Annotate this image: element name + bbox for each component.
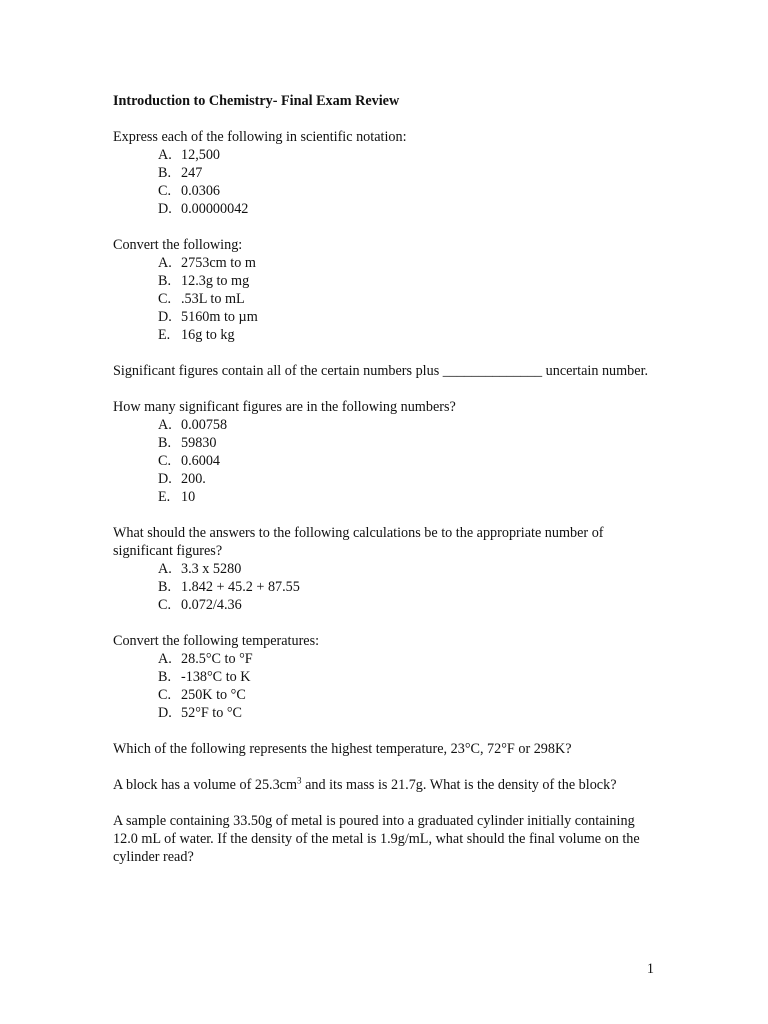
document-content — [113, 92, 653, 866]
list-item: D. 52°F to °C — [158, 705, 243, 721]
list-item: E. 16g to kg — [158, 327, 235, 343]
options-convert-temperatures — [113, 650, 653, 722]
document-title: Introduction to Chemistry- Final Exam Review — [113, 93, 400, 109]
question-highest-temperature: Which of the following represents the highest temperature, 23°C, 72°F or 298K? — [113, 741, 572, 757]
question-convert-units: Convert the following: — [113, 237, 243, 253]
list-item: B. 12.3g to mg — [158, 273, 250, 289]
question-calculations-significant-figures: What should the answers to the following calculations be to the appropriate number of significant figures? — [113, 525, 604, 559]
list-item: A. 28.5°C to °F — [158, 651, 253, 667]
question-convert-temperatures: Convert the following temperatures: — [113, 633, 320, 649]
options-calculations — [113, 560, 653, 614]
list-item: C. 250K to °C — [158, 687, 246, 703]
list-item: A. 0.00758 — [158, 417, 228, 433]
list-item: B. 59830 — [158, 435, 217, 451]
list-item: A. 2753cm to m — [158, 255, 256, 271]
list-item: C. 0.072/4.36 — [158, 597, 242, 613]
list-item: C. 0.6004 — [158, 453, 221, 469]
list-item: B. -138°C to K — [158, 669, 251, 685]
question-block-density: A block has a volume of $25.3cm^3$ and its mass is 21.7g. What is the density of the block? — [113, 775, 617, 793]
options-count-significant-figures — [113, 416, 653, 506]
question-count-significant-figures: How many significant figures are in the following numbers? — [113, 399, 456, 415]
options-scientific-notation — [113, 146, 653, 218]
list-item: B. 247 — [158, 165, 203, 181]
list-item: D. 200. — [158, 471, 206, 487]
list-item: D. 5160m to µm — [158, 309, 258, 325]
list-item: D. 0.00000042 — [158, 201, 249, 217]
question-scientific-notation: Express each of the following in scientific notation: — [113, 129, 407, 145]
list-item: B. 1.842 + 45.2 + 87.55 — [158, 579, 300, 595]
question-graduated-cylinder: A sample containing 33.50g of metal is poured into a graduated cylinder initially containing 12.0 mL of water. If the density of the metal is 1.9g/mL, what should the final volume on the cylinder read? — [113, 813, 640, 865]
list-item: C. .53L to mL — [158, 291, 245, 307]
list-item: C. 0.0306 — [158, 183, 221, 199]
options-convert-units — [113, 254, 653, 344]
question-significant-figures-definition: Significant figures contain all of the certain numbers plus ______________ uncertain number. — [113, 363, 649, 379]
list-item: E. 10 — [158, 489, 196, 505]
page-number: 1 — [646, 961, 654, 977]
list-item: A. 3.3 x 5280 — [158, 561, 242, 577]
list-item: A. 12,500 — [158, 147, 221, 163]
